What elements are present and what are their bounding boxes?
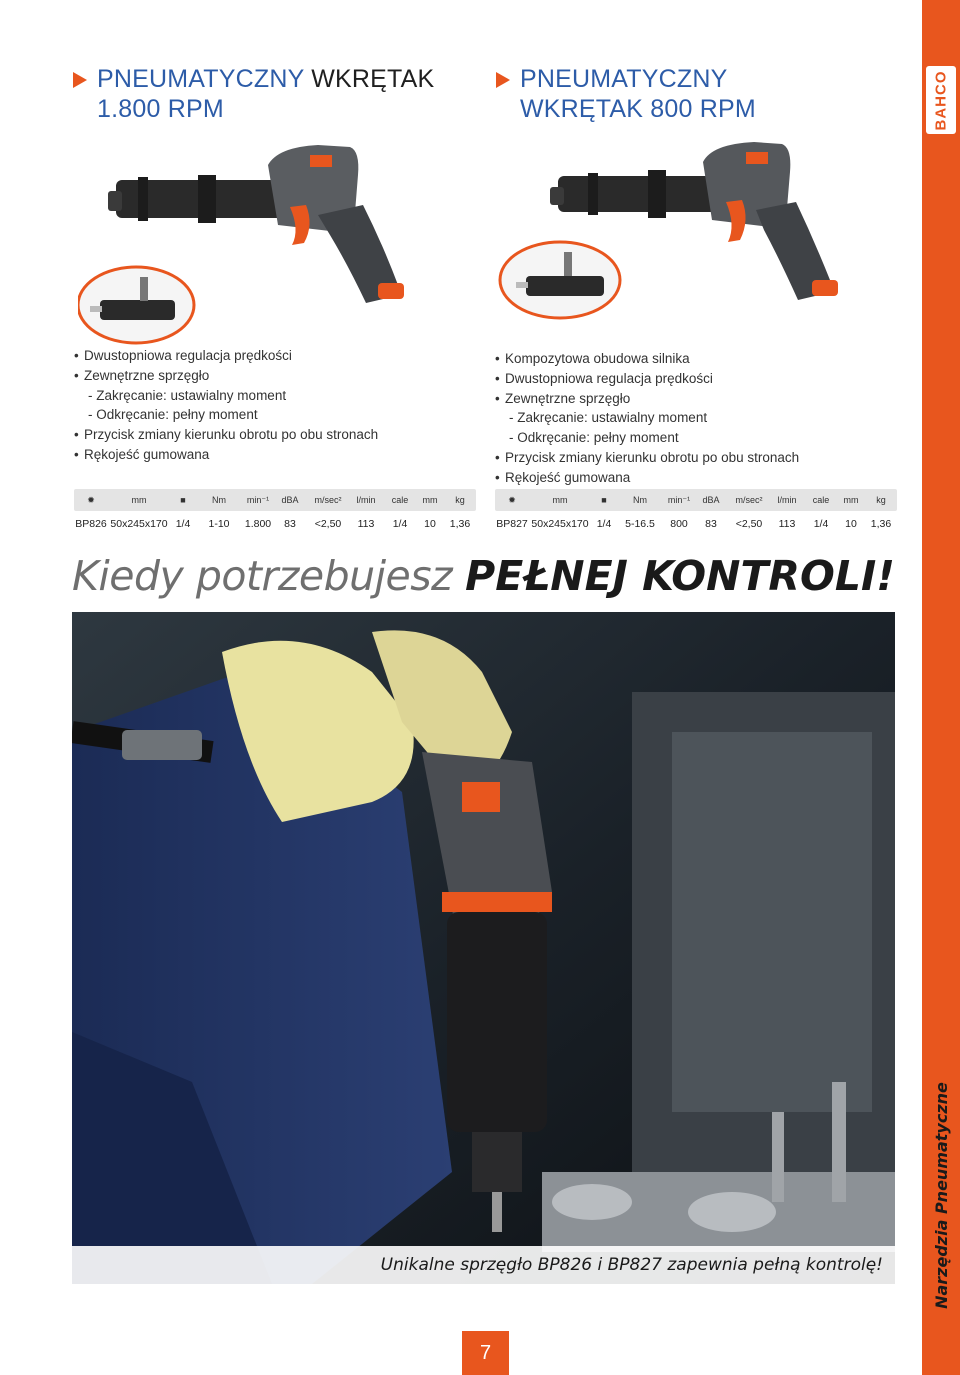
inlet-icon: cale [391, 495, 409, 505]
side-caption-text: Narzędzia Pneumatyczne [931, 1081, 951, 1309]
side-caption [925, 1081, 957, 1309]
headline-light: Kiedy potrzebujesz [72, 552, 453, 600]
headline-bold: PEŁNEJ KONTROLI! [465, 552, 895, 600]
weight-icon: kg [455, 495, 465, 505]
noise-icon: dBA [702, 495, 720, 505]
spec-dimensions: 50x245x170 [110, 518, 168, 530]
spec-air: 113 [778, 518, 796, 530]
title-line2: 1.800 RPM [97, 95, 224, 123]
feature-subitem: - Odkręcanie: pełny moment [509, 430, 679, 446]
air-consumption-icon: l/min [356, 495, 376, 505]
hose-icon: mm [422, 495, 438, 505]
title-line2: WKRĘTAK 800 RPM [520, 95, 756, 123]
feature-subitem: - Odkręcanie: pełny moment [88, 407, 258, 423]
speed-icon: min⁻¹ [246, 495, 270, 505]
title-line1: PNEUMATYCZNY [97, 65, 305, 93]
spec-inlet: 1/4 [813, 518, 829, 530]
feature-item: • Kompozytowa obudowa silnika [495, 349, 799, 369]
spec-speed: 1.800 [244, 518, 272, 530]
feature-item: • Rękojeść gumowana [74, 445, 378, 465]
dimensions-icon: mm [552, 495, 568, 505]
weight-icon: kg [876, 495, 886, 505]
spec-torque: 5-16.5 [625, 518, 655, 530]
title-line1: PNEUMATYCZNY [520, 65, 728, 93]
feature-list-left [74, 346, 378, 465]
product-title-right [520, 64, 756, 124]
spec-weight: 1,36 [449, 518, 471, 530]
brand-logo [926, 66, 956, 134]
feature-item: • Dwustopniowa regulacja prędkości [495, 369, 799, 389]
arrow-bullet-icon [496, 72, 510, 88]
torque-icon: Nm [212, 495, 226, 505]
feature-item: • Dwustopniowa regulacja prędkości [74, 346, 378, 366]
feature-item: • Przycisk zmiany kierunku obrotu po obu stronach [74, 425, 378, 445]
spec-noise: 83 [284, 518, 296, 530]
torque-icon: Nm [633, 495, 647, 505]
spec-hose: 10 [845, 518, 857, 530]
feature-item: • Rękojeść gumowana [495, 468, 799, 488]
headline [72, 548, 895, 604]
spec-dimensions: 50x245x170 [531, 518, 589, 530]
spec-inlet: 1/4 [392, 518, 408, 530]
feature-subitem: - Zakręcanie: ustawialny moment [509, 410, 708, 426]
spec-noise: 83 [705, 518, 717, 530]
spec-drive: 1/4 [175, 518, 191, 530]
spec-vibration: <2,50 [735, 518, 763, 530]
square-drive-icon: ■ [180, 495, 186, 505]
spec-table-left [74, 489, 476, 529]
screwdriver-bp826-image [78, 135, 438, 345]
page-number: 7 [462, 1331, 509, 1375]
title-line1-b: WKRĘTAK [311, 65, 435, 93]
square-drive-icon: ■ [601, 495, 607, 505]
spec-vibration: <2,50 [314, 518, 342, 530]
spec-drive: 1/4 [596, 518, 612, 530]
fish-icon: ✹ [87, 495, 95, 505]
vibration-icon: m/sec² [735, 495, 763, 505]
spec-speed: 800 [670, 518, 688, 530]
noise-icon: dBA [281, 495, 299, 505]
spec-table-right [495, 489, 897, 529]
vibration-icon: m/sec² [314, 495, 342, 505]
spec-model: BP826 [75, 518, 107, 530]
fish-icon: ✹ [508, 495, 516, 505]
dimensions-icon: mm [131, 495, 147, 505]
spec-hose: 10 [424, 518, 436, 530]
arrow-bullet-icon [73, 72, 87, 88]
inlet-icon: cale [812, 495, 830, 505]
feature-item: • Zewnętrzne sprzęgło [495, 389, 799, 409]
photo-caption: Unikalne sprzęgło BP826 i BP827 zapewnia pełną kontrolę! [72, 1246, 895, 1284]
spec-model: BP827 [496, 518, 528, 530]
workshop-photo [72, 612, 895, 1284]
feature-item: • Zewnętrzne sprzęgło [74, 366, 378, 386]
air-consumption-icon: l/min [777, 495, 797, 505]
hose-icon: mm [843, 495, 859, 505]
speed-icon: min⁻¹ [667, 495, 691, 505]
feature-list-right [495, 349, 799, 488]
spec-weight: 1,36 [870, 518, 892, 530]
spec-torque: 1-10 [208, 518, 230, 530]
spec-air: 113 [357, 518, 375, 530]
feature-item: • Przycisk zmiany kierunku obrotu po obu stronach [495, 448, 799, 468]
screwdriver-bp827-image [498, 130, 868, 345]
brand-logo-text: BAHCO [932, 70, 950, 130]
product-title-left [97, 64, 434, 124]
feature-subitem: - Zakręcanie: ustawialny moment [88, 387, 287, 403]
photo-illustration [72, 612, 895, 1284]
